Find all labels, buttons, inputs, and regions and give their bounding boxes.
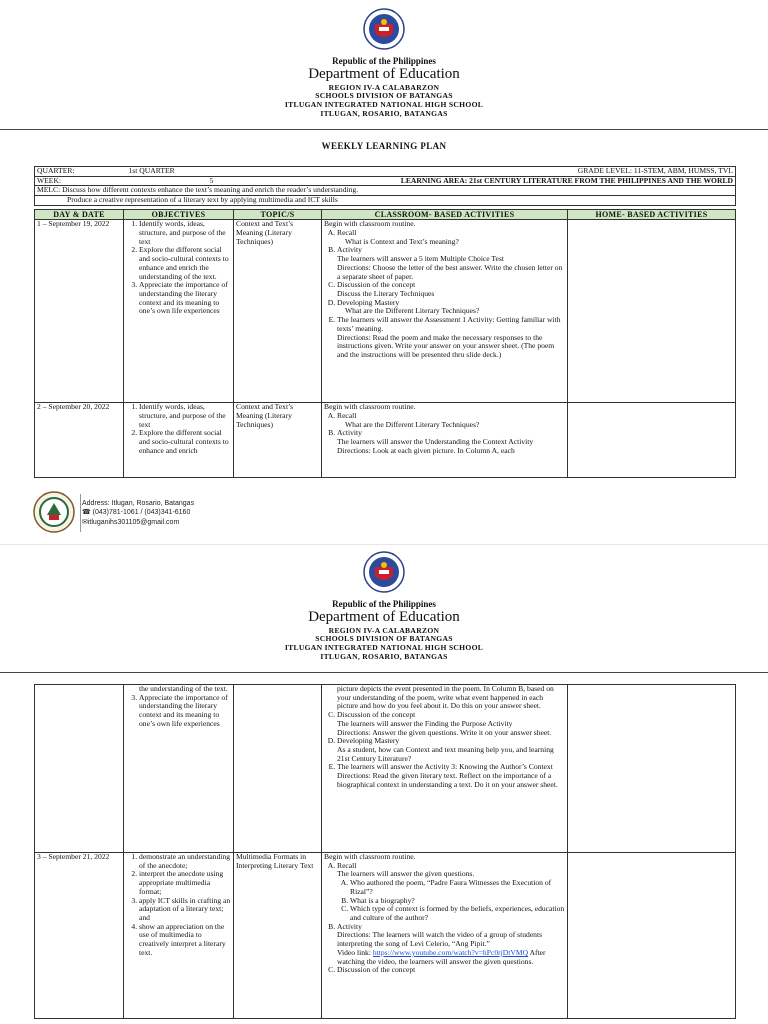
activity-line: The learners will answer the given questions.: [337, 869, 475, 879]
video-label: Video link:: [337, 947, 371, 957]
topic-cell: Multimedia Formats in Interpreting Literary Text: [234, 853, 322, 1019]
activity-item: [337, 862, 565, 923]
activities-cell: [322, 403, 568, 478]
learning-area: LEARNING AREA: 21st CENTURY LITERATURE FROM THE PHILIPPINES AND THE WORLD: [297, 176, 736, 186]
day-date-cell: [35, 685, 124, 853]
question-item: A. Who authored the poem, “Padre Faura Witnesses the Execution of Rizal”?: [350, 879, 565, 896]
activity-title: The learners will answer the Assessment 1 Activity: Getting familiar with texts’ meaning.: [337, 315, 561, 333]
region-title: REGION IV-A CALABARZON: [328, 82, 440, 92]
objective-item: 1. Identify words, ideas, structure, and purpose of the text: [139, 220, 231, 246]
header-rule: [0, 672, 768, 673]
table-row: [35, 685, 736, 853]
plan-table-page2: [34, 684, 736, 1019]
region-title: REGION IV-A CALABARZON: [328, 625, 440, 635]
day-date-cell: 1 – September 19, 2022: [35, 220, 124, 403]
topic-cell: Context and Text’s Meaning (Literary Techniques): [234, 403, 322, 478]
location-title: ITLUGAN, ROSARIO, BATANGAS: [320, 651, 448, 661]
activity-title: Discussion of the concept: [337, 710, 416, 720]
objective-item: 3. apply ICT skills in crafting an adaptation of a literary text; and: [139, 897, 231, 923]
table-row: [35, 220, 736, 403]
activity-item: [337, 737, 565, 763]
home-activities-cell: [568, 685, 736, 853]
routine-text: Begin with classroom routine.: [324, 853, 416, 861]
footer-divider: [80, 494, 81, 532]
table-row: [35, 853, 736, 1019]
footer-email[interactable]: ✉itluganihs301105@gmail.com: [82, 518, 180, 526]
activity-line: What is Context and Text’s meaning?: [345, 236, 459, 246]
activity-item: [337, 923, 565, 967]
activity-item: [337, 966, 565, 975]
activity-line: What are the Different Literary Techniques?: [345, 419, 480, 429]
activity-item: [337, 763, 565, 789]
activity-title: The learners will answer the Activity 3: Knowing the Author’s Context: [337, 762, 553, 772]
activity-line: The learners will answer the Understanding the Context Activity: [337, 437, 534, 447]
activity-line: What are the Different Literary Techniques?: [345, 306, 480, 316]
page-2: [0, 545, 768, 1024]
week-label: WEEK:: [35, 176, 127, 186]
table-row: [35, 403, 736, 478]
activity-title: Recall: [337, 860, 357, 870]
melc-line-2: Produce a creative representation of a literary text by applying multimedia and ICT skills: [35, 196, 736, 206]
info-table: [34, 166, 736, 206]
melc-line-1: MELC: Discuss how different contexts enhance the text’s meaning and enrich the reader’s understanding.: [35, 186, 736, 196]
topic-cell: [234, 685, 322, 853]
question-item: C. Which type of context is formed by the beliefs, experiences, education and culture of the author?: [350, 905, 565, 922]
activity-line: The learners will answer the Finding the Purpose Activity: [337, 718, 513, 728]
video-link[interactable]: https://www.youtube.com/watch?v=hPc0rjDtVMQ: [372, 947, 529, 957]
activity-line: Directions: Read the given literary text. Reflect on the importance of a biographical context in understanding a text. Do it on your answer sheet.: [337, 771, 558, 789]
activity-title: Discussion of the concept: [337, 965, 416, 975]
activity-title: Recall: [337, 410, 357, 420]
video-line: [337, 949, 565, 966]
col-topics: TOPIC/S: [234, 210, 322, 220]
objective-item: 2. interpret the anecdote using appropriate multimedia format;: [139, 870, 231, 896]
objective-item: 1. Identify words, ideas, structure, and purpose of the text: [139, 403, 231, 429]
activity-line: Discuss the Literary Techniques: [337, 288, 435, 298]
header-rule: [0, 129, 768, 130]
activity-line: As a student, how can Context and text meaning help you, and learning 21st Century Literature?: [337, 745, 554, 763]
activity-item: [337, 412, 565, 429]
home-activities-cell: [568, 220, 736, 403]
objective-item: 2. Explore the different social and socio-cultural contexts to enhance and enrich the understanding of the text.: [139, 246, 231, 281]
question-item: B. What is a biography?: [350, 897, 565, 906]
school-title: ITLUGAN INTEGRATED NATIONAL HIGH SCHOOL: [284, 643, 484, 653]
objectives-cell: [124, 685, 234, 853]
activity-line: Directions: Answer the given questions. Write it on your answer sheet.: [337, 727, 552, 737]
activity-item: [337, 229, 565, 246]
activity-item: [337, 246, 565, 281]
department-title: Department of Education: [308, 66, 460, 83]
activity-line: Directions: Read the poem and make the necessary responses to the instructions given. Write your answer on your answer sheet. (The poem and the instructions will be presented thru slide deck.): [337, 332, 555, 359]
footer-address: Address: Itlugan, Rosario, Batangas: [82, 500, 195, 507]
quarter-label: QUARTER:: [35, 167, 127, 177]
routine-text: Begin with classroom routine.: [324, 219, 416, 229]
school-title: ITLUGAN INTEGRATED NATIONAL HIGH SCHOOL: [284, 100, 484, 110]
home-activities-cell: [568, 403, 736, 478]
activity-line: Directions: The learners will watch the video of a group of students interpreting the song of Levi Celerio, “Ang Pipit.”: [337, 930, 543, 949]
grade-level: GRADE LEVEL: 11-STEM, ABM, HUMSS, TVL: [297, 167, 736, 177]
page1-header: [0, 56, 768, 118]
division-title: SCHOOLS DIVISION OF BATANGAS: [315, 634, 453, 644]
footer-phone: ☎ (043)781-1061 / (043)341-6160: [82, 509, 191, 517]
week-value: 5: [127, 176, 297, 186]
division-title: SCHOOLS DIVISION OF BATANGAS: [315, 91, 453, 101]
activities-cell: [322, 853, 568, 1019]
plan-title: WEEKLY LEARNING PLAN: [321, 141, 447, 151]
objective-item: 1. demonstrate an understanding of the anecdote;: [139, 853, 231, 870]
deped-seal-icon: [363, 551, 405, 593]
topic-cell: Context and Text’s Meaning (Literary Techniques): [234, 220, 322, 403]
activity-item: [337, 711, 565, 737]
objectives-cell: [124, 403, 234, 478]
col-home-activities: HOME- BASED ACTIVITIES: [568, 210, 736, 220]
day-date-cell: 3 – September 21, 2022: [35, 853, 124, 1019]
activity-continued: picture depicts the event presented in the poem. In Column B, based on your understanding of the poem, write what event happened in each picture and how do you feel about it. Do this on your answer sheet.: [337, 684, 554, 711]
objective-item: 3. Appreciate the importance of understanding the literary context and its meaning to one’s own life experiences: [139, 281, 231, 316]
activity-item: [337, 281, 565, 298]
routine-text: Begin with classroom routine.: [324, 403, 416, 412]
activity-title: Developing Mastery: [337, 297, 400, 307]
department-title: Department of Education: [308, 609, 460, 626]
activities-cell: [322, 220, 568, 403]
location-title: ITLUGAN, ROSARIO, BATANGAS: [320, 108, 448, 118]
school-logo-icon: [32, 490, 76, 534]
activity-line: Directions: Look at each given picture. In Column A, each: [337, 445, 515, 455]
col-day-date: DAY & DATE: [35, 210, 124, 220]
activity-title: Discussion of the concept: [337, 280, 416, 290]
column-headers: [35, 210, 736, 220]
activity-title: Activity: [337, 428, 362, 438]
activity-line: Directions: Choose the letter of the best answer. Write the chosen letter on a separate sheet of paper.: [337, 262, 563, 281]
activity-item: [337, 429, 565, 455]
after-video-text: After watching the video, the learners will answer the given questions.: [337, 947, 546, 966]
plan-table-page1: [34, 209, 736, 478]
quarter-value: 1st QUARTER: [127, 167, 297, 177]
activity-title: Activity: [337, 921, 362, 931]
page2-header: [0, 599, 768, 661]
objectives-cell: [124, 853, 234, 1019]
col-objectives: OBJECTIVES: [124, 210, 234, 220]
republic-title: Republic of the Philippines: [332, 56, 436, 66]
objective-continued: the understanding of the text.: [139, 684, 228, 693]
footer-contact: [82, 499, 194, 527]
activity-title: Developing Mastery: [337, 736, 400, 746]
republic-title: Republic of the Philippines: [332, 599, 436, 609]
activity-item: [337, 299, 565, 316]
deped-seal-icon: [363, 8, 405, 50]
objective-item: 2. Explore the different social and socio-cultural contexts to enhance and enrich: [139, 429, 231, 455]
col-classroom-activities: CLASSROOM- BASED ACTIVITIES: [322, 210, 568, 220]
objective-item: 4. show an appreciation on the use of multimedia to creatively interpret a literary text.: [139, 923, 231, 958]
page-footer: [32, 490, 432, 538]
day-date-cell: 2 – September 20, 2022: [35, 403, 124, 478]
home-activities-cell: [568, 853, 736, 1019]
objective-item: 3. Appreciate the importance of understanding the literary context and its meaning to one’s own life experiences: [139, 694, 231, 729]
activity-item: [337, 316, 565, 360]
objectives-cell: [124, 220, 234, 403]
activities-cell: [322, 685, 568, 853]
activity-title: Recall: [337, 227, 357, 237]
activity-title: Activity: [337, 245, 362, 255]
activity-line: The learners will answer a 5 item Multiple Choice Test: [337, 254, 504, 264]
